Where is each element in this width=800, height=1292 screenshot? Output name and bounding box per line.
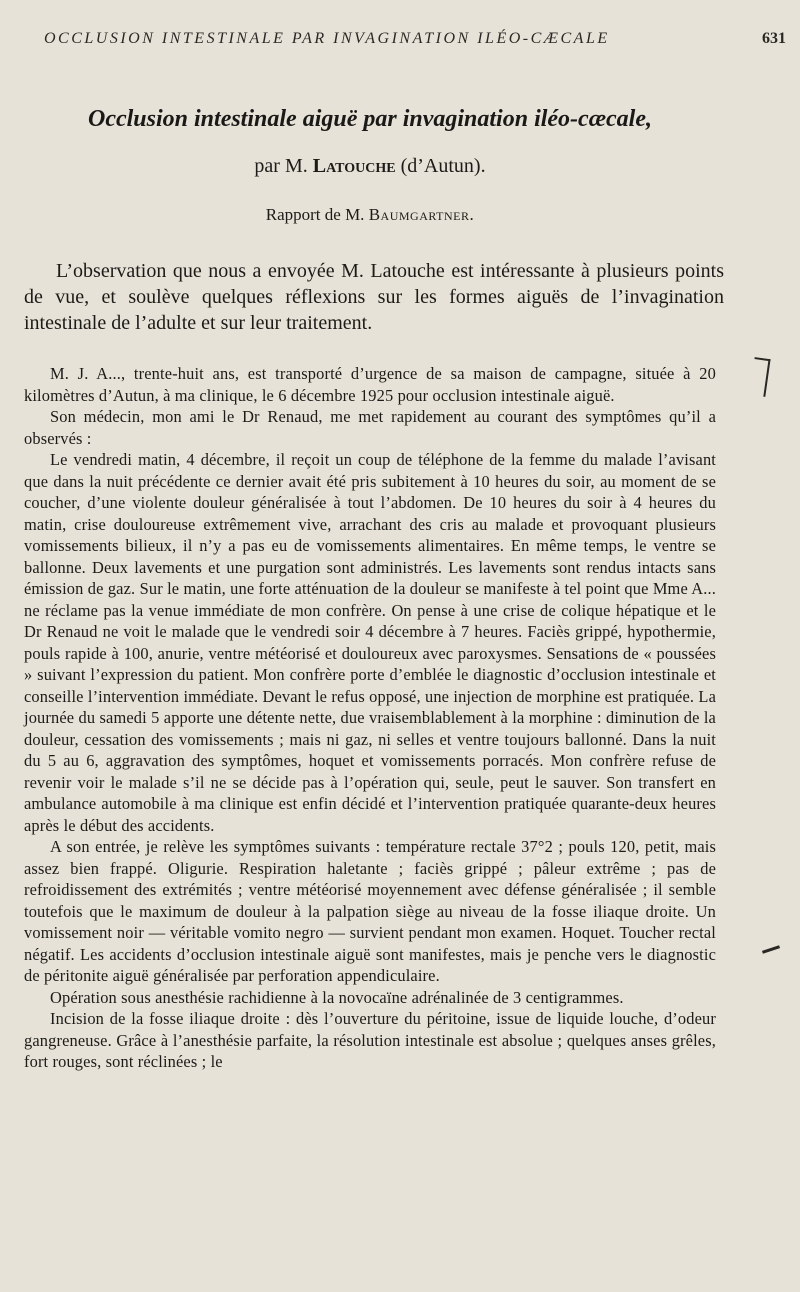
case-report	[24, 363, 716, 1073]
paragraph-3: Le vendredi matin, 4 décembre, il reçoit un coup de téléphone de la femme du malade l’avisant que dans la nuit précédente ce dernier avait été pris subitement à 10 heures du soir, au moment de se coucher, d’une violente douleur généralisée à tout l’abdomen. De 10 heures du soir à 4 heures du matin, crise douloureuse extrêmement vive, arrachant des cris au malade et provoquant plusieurs vomissements bilieux, il n’y a pas eu de vomissements alimentaires. En même temps, le ventre se ballonne. Deux lavements et une purgation sont administrés. Les lavements sont rendus intacts sans émission de gaz. Sur le matin, une forte atténuation de la douleur se manifeste à tel point que Mme A... ne réclame pas la venue immédiate de mon confrère. On pense à une crise de colique hépatique et le Dr Renaud ne voit le malade que le vendredi soir 4 décembre à 7 heures. Faciès grippé, hypothermie, pouls rapide à 100, anurie, ventre météorisé et douloureux avec paroxysmes. Sensations de « poussées » suivant l’expression du patient. Mon confrère porte d’emblée le diagnostic d’occlusion intestinale et conseille l’intervention immédiate. Devant le refus opposé, une injection de morphine est pratiquée. La journée du samedi 5 apporte une détente nette, due vraisemblablement à la morphine : diminution de la douleur, cessation des vomissements ; mais ni gaz, ni selles et ventre toujours ballonné. Dans la nuit du 5 au 6, aggravation des symptômes, hoquet et vomissements porracés. Mon confrère refuse de revenir voir le malade s’il ne se décide pas à l’opération qui, seule, peut le sauver. Son transfert en ambulance automobile à ma clinique est enfin décidé et l’intervention pratiquée quarante-deux heures après le début des accidents.	[24, 450, 716, 835]
byline-prefix: par M.	[254, 155, 308, 177]
paragraph-4: A son entrée, je relève les symptômes suivants : température rectale 37°2 ; pouls 120, petit, mais assez bien frappé. Oligurie. Respiration haletante ; faciès grippé ; pâleur extrême ; pas de refroidissement des extrémités ; ventre météorisé moyennement avec défense généralisée ; il semble toutefois que le maximum de douleur à la palpation siège au niveau de la fosse iliaque droite. Un vomissement noir — véritable vomito negro — survient pendant mon examen. Hoquet. Toucher rectal négatif. Les accidents d’occlusion intestinale aiguë sont manifestes, mais je penche vers le diagnostic de péritonite aiguë généralisée par perforation appendiculaire.	[24, 837, 716, 985]
author-name: Latouche	[312, 155, 396, 177]
running-header	[44, 30, 786, 48]
paragraph-2: Son médecin, mon ami le Dr Renaud, me met rapidement au courant des symptômes qu’il a observés :	[24, 407, 716, 448]
author-place: (d’Autun).	[400, 155, 486, 177]
margin-bracket-mark	[749, 357, 770, 397]
rapport-prefix: Rapport de M.	[265, 205, 365, 224]
page-number: 631	[762, 30, 786, 47]
byline	[0, 155, 740, 178]
paragraph-1: M. J. A..., trente-huit ans, est transporté d’urgence de sa maison de campagne, située à 20 kilomètres d’Autun, à ma clinique, le 6 décembre 1925 pour occlusion intestinale aiguë.	[24, 364, 716, 405]
margin-dash-mark	[762, 945, 780, 953]
intro-paragraph: L’observation que nous a envoyée M. Latouche est intéressante à plusieurs points de vue, et soulève quelques réflexions sur les formes aiguës de l’invagination intestinale de l’adulte et sur leur traitement.	[24, 260, 724, 334]
rapport-line	[0, 205, 740, 225]
running-title: OCCLUSION INTESTINALE PAR INVAGINATION ILÉO-CÆCALE	[44, 30, 610, 47]
article-title: Occlusion intestinale aiguë par invagination iléo-cæcale,	[88, 106, 652, 132]
paragraph-5: Opération sous anesthésie rachidienne à la novocaïne adrénalinée de 3 centigrammes.	[50, 987, 624, 1007]
paragraph-6: Incision de la fosse iliaque droite : dès l’ouverture du péritoine, issue de liquide louche, d’odeur gangreneuse. Grâce à l’anesthésie parfaite, la résolution intestinale est absolue ; quelques anses grêles, fort rouges, sont réclinées ; le	[24, 1009, 716, 1071]
rapporteur-name: Baumgartner.	[368, 205, 475, 224]
